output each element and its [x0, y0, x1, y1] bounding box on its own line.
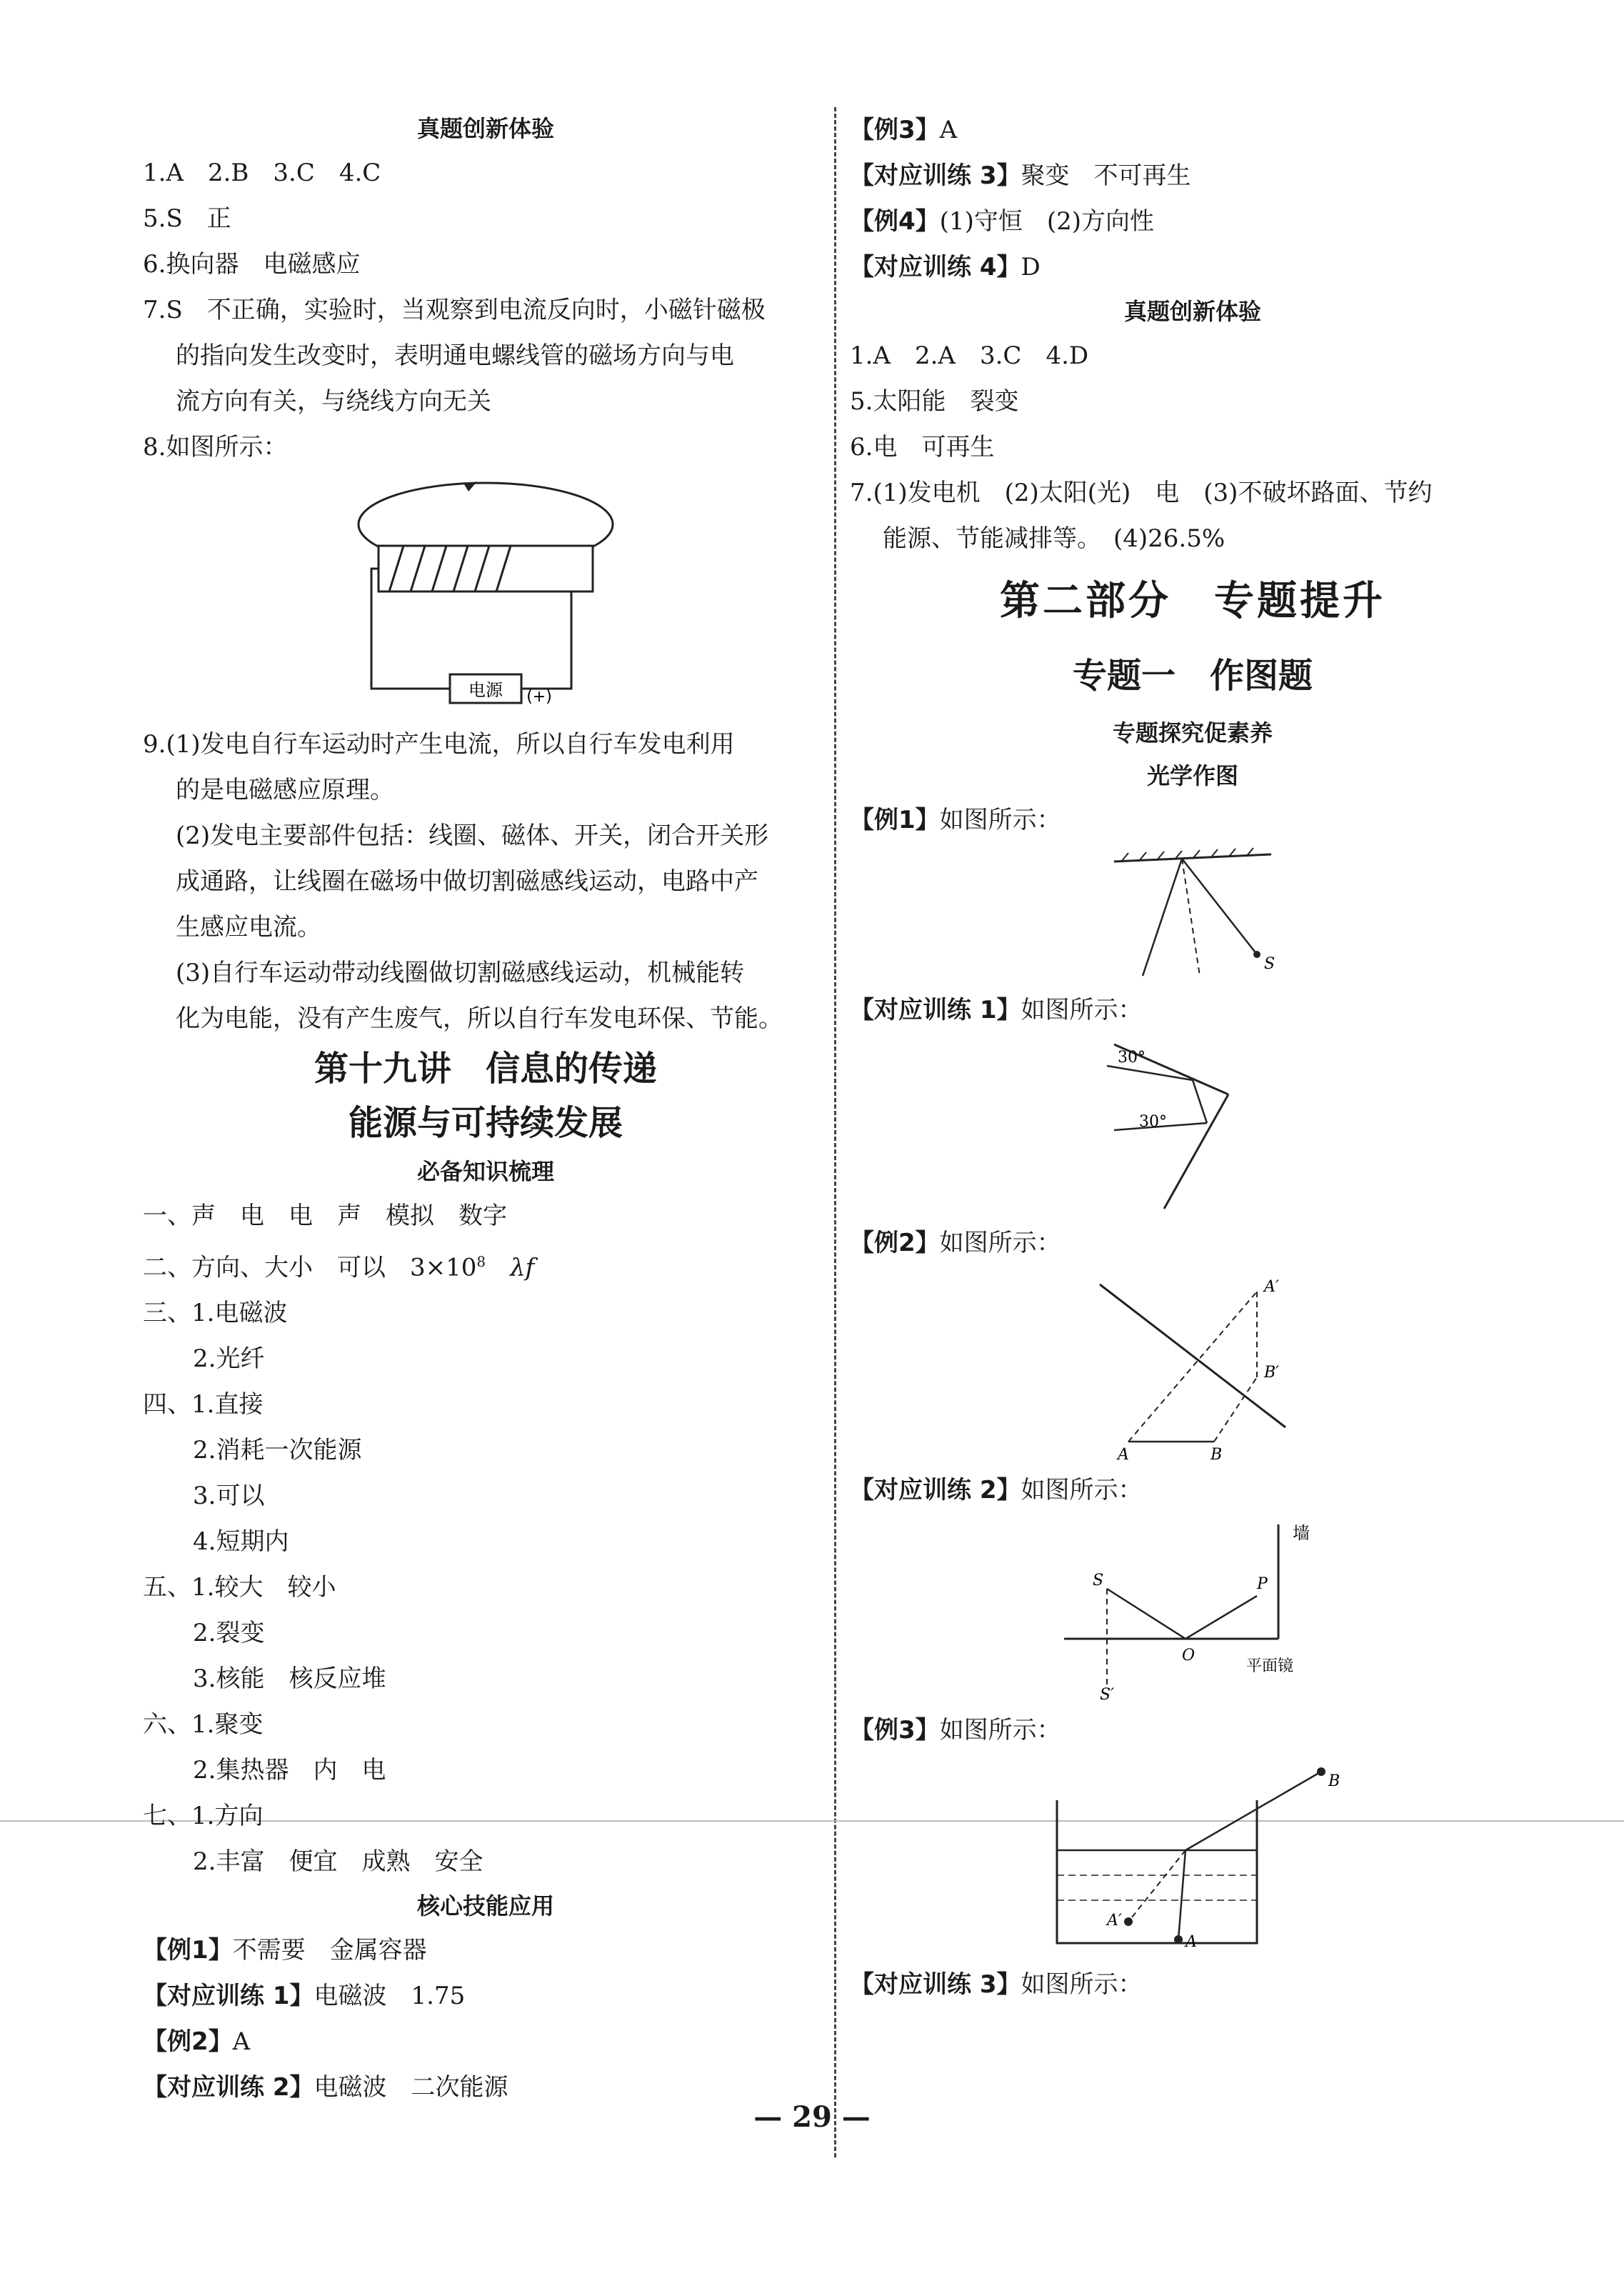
- answer-line: 5.太阳能 裂变: [850, 387, 1019, 416]
- training-tag: 【对应训练 3】: [850, 1970, 1021, 1999]
- knowledge-line: 七、1.方向: [143, 1802, 264, 1831]
- k2-text: 二、方向、大小 可以 3×10: [143, 1253, 477, 1282]
- answer-q7: [143, 287, 828, 424]
- q7-line: 7.(1)发电机 (2)太阳(光) 电 (3)不破坏路面、节约: [850, 479, 1433, 507]
- q7-line: 的指向发生改变时，表明通电螺线管的磁场方向与电: [176, 341, 734, 370]
- lesson-subtitle: 能源与可持续发展: [348, 1103, 623, 1143]
- training-answer: D: [1021, 253, 1041, 281]
- point-label: A′: [1107, 1912, 1122, 1930]
- angle-label: 30°: [1118, 1049, 1146, 1067]
- training-line: [850, 1962, 1535, 2007]
- point-label: A′: [1264, 1278, 1279, 1296]
- knowledge-line: 3.核能 核反应堆: [193, 1664, 386, 1694]
- angle-label: 30°: [1139, 1113, 1167, 1131]
- column-divider: [834, 107, 836, 2157]
- training-line: [850, 153, 1535, 199]
- example-answer: (1)守恒 (2)方向性: [939, 207, 1154, 236]
- example-answer: 不需要 金属容器: [232, 1936, 427, 1965]
- point-label: S: [1093, 1572, 1104, 1589]
- reflection-figure: [1086, 847, 1300, 983]
- knowledge-line: [143, 1239, 828, 1290]
- training-tag: 【对应训练 2】: [143, 2073, 314, 2102]
- training-tag: 【对应训练 1】: [850, 996, 1021, 1024]
- point-label: B: [1328, 1772, 1340, 1790]
- q9-line: 成通路，让线圈在磁场中做切割磁感线运动，电路中产: [176, 867, 758, 896]
- water-refraction-figure: [1043, 1757, 1343, 1957]
- training-text: 如图所示：: [1021, 1476, 1143, 1504]
- k2-text: λf: [486, 1253, 535, 1282]
- q7-line: 流方向有关，与绕线方向无关: [176, 387, 491, 416]
- section-heading: 核心技能应用: [416, 1892, 554, 1920]
- training-tag: 【对应训练 3】: [850, 161, 1021, 190]
- training-answer: 聚变 不可再生: [1021, 161, 1191, 190]
- knowledge-line: 4.短期内: [193, 1527, 289, 1557]
- knowledge-line: 一、声 电 电 声 模拟 数字: [143, 1202, 507, 1230]
- knowledge-line: 2.消耗一次能源: [193, 1436, 362, 1465]
- knowledge-line: 2.光纤: [193, 1344, 265, 1374]
- training-line: [850, 244, 1535, 290]
- q7-line: 能源、节能减排等。 (4)26.5%: [883, 524, 1225, 553]
- q9-line: 9.(1)发电自行车运动时产生电流，所以自行车发电利用: [143, 730, 735, 759]
- answer-line: 6.电 可再生: [850, 433, 995, 461]
- answer-q9: [143, 722, 828, 1042]
- q9-line: 化为电能，没有产生废气，所以自行车发电环保、节能。: [176, 1004, 783, 1033]
- mirror-label: 平面镜: [1246, 1657, 1294, 1675]
- example-line: [850, 199, 1535, 244]
- training-tag: 【对应训练 1】: [143, 1982, 314, 2011]
- training-answer: 电磁波 二次能源: [314, 2073, 508, 2102]
- answer-line: 1.A 2.A 3.C 4.D: [850, 341, 1089, 370]
- answer-line: 8.如图所示：: [143, 433, 288, 461]
- example-line: [850, 1707, 1535, 1753]
- example-answer: A: [939, 116, 958, 144]
- knowledge-line: 三、1.电磁波: [143, 1299, 288, 1328]
- answer-line: 1.A 2.B 3.C 4.C: [143, 159, 381, 187]
- example-tag: 【例2】: [143, 2027, 233, 2057]
- point-label: S: [1264, 955, 1275, 973]
- training-line: [850, 987, 1535, 1033]
- training-text: 如图所示：: [1021, 1970, 1143, 1999]
- point-label: S′: [1100, 1686, 1115, 1703]
- double-mirror-figure: [1100, 1037, 1285, 1216]
- example-tag: 【例3】: [850, 116, 940, 144]
- q9-line: 生感应电流。: [176, 913, 321, 942]
- example-answer: A: [232, 2027, 251, 2057]
- power-label: 电源: [468, 680, 503, 700]
- answer-q7: [850, 470, 1535, 561]
- example-line: [850, 107, 1535, 153]
- point-label: B′: [1264, 1364, 1280, 1382]
- section-heading: 专题探究促素养: [1112, 719, 1273, 747]
- point-label: O: [1182, 1647, 1196, 1664]
- example-text: 如图所示：: [939, 806, 1061, 834]
- example-tag: 【例4】: [850, 207, 940, 236]
- answer-line: 5.S 正: [143, 204, 231, 233]
- section-heading: 必备知识梳理: [416, 1158, 554, 1185]
- wall-mirror-figure: [1050, 1517, 1335, 1703]
- knowledge-line: 四、1.直接: [143, 1390, 264, 1419]
- right-column: [850, 107, 1535, 2007]
- point-label: A: [1118, 1446, 1129, 1463]
- example-line: [850, 1220, 1535, 1266]
- section-heading: 光学作图: [1146, 762, 1238, 789]
- q7-line: 7.S 不正确，实验时，当观察到电流反向时，小磁针磁极: [143, 296, 766, 324]
- training-line: [143, 1973, 828, 2019]
- knowledge-line: 3.可以: [193, 1482, 265, 1511]
- mirror-image-figure: [1086, 1270, 1300, 1463]
- section-heading: 真题创新体验: [416, 115, 554, 142]
- knowledge-line: 2.丰富 便宜 成熟 安全: [193, 1847, 483, 1877]
- point-label: B: [1211, 1446, 1223, 1463]
- knowledge-line: 2.集热器 内 电: [193, 1756, 386, 1785]
- k2-exponent: 8: [476, 1253, 486, 1270]
- knowledge-line: 五、1.较大 较小: [143, 1573, 336, 1602]
- knowledge-line: 2.裂变: [193, 1619, 265, 1648]
- wall-label: 墙: [1293, 1523, 1310, 1543]
- solenoid-figure: [336, 474, 636, 717]
- example-tag: 【例1】: [850, 806, 940, 834]
- training-answer: 电磁波 1.75: [314, 1982, 466, 2011]
- example-line: [850, 797, 1535, 843]
- left-column: [143, 107, 828, 2110]
- training-line: [850, 1467, 1535, 1513]
- knowledge-line: 六、1.聚变: [143, 1710, 264, 1740]
- q9-line: 的是电磁感应原理。: [176, 776, 394, 804]
- point-label: P: [1257, 1575, 1268, 1593]
- example-line: [143, 2019, 828, 2065]
- training-text: 如图所示：: [1021, 996, 1143, 1024]
- q9-line: (2)发电主要部件包括：线圈、磁体、开关，闭合开关形: [176, 822, 769, 850]
- example-tag: 【例3】: [850, 1716, 940, 1745]
- answer-line: 6.换向器 电磁感应: [143, 250, 361, 279]
- training-tag: 【对应训练 2】: [850, 1476, 1021, 1504]
- example-text: 如图所示：: [939, 1229, 1061, 1257]
- plus-label: (+): [526, 688, 552, 706]
- section-heading: 真题创新体验: [1123, 298, 1261, 325]
- page-number: — 29 —: [753, 2100, 871, 2134]
- q9-line: (3)自行车运动带动线圈做切割磁感线运动，机械能转: [176, 959, 745, 987]
- topic-title: 专题一 作图题: [1072, 656, 1313, 696]
- point-label: A: [1186, 1933, 1197, 1951]
- example-tag: 【例2】: [850, 1229, 940, 1257]
- part-title: 第二部分 专题提升: [1000, 577, 1385, 624]
- example-text: 如图所示：: [939, 1716, 1061, 1745]
- example-line: [143, 1927, 828, 1973]
- training-tag: 【对应训练 4】: [850, 253, 1021, 281]
- example-tag: 【例1】: [143, 1936, 233, 1965]
- lesson-title: 第十九讲 信息的传递: [314, 1049, 657, 1089]
